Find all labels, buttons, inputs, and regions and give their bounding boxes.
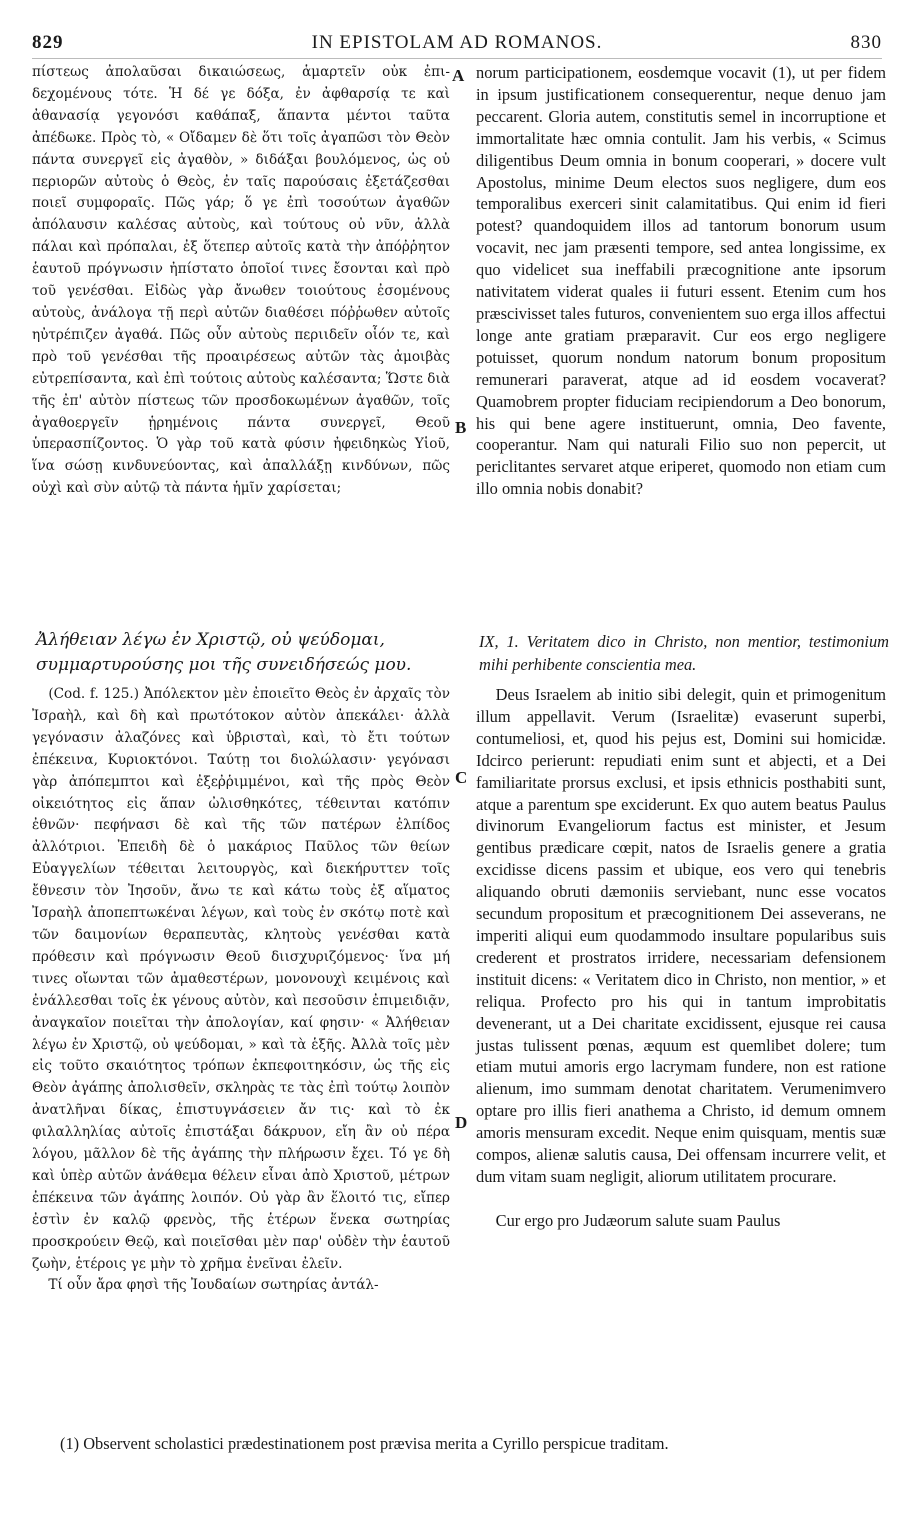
greek-last-line: Τί οὖν ἄρα φησὶ τῆς Ἰουδαίων σωτηρίας ἀντάλ- [48,1277,379,1294]
lemma-latin: IX, 1. Veritatem dico in Christo, non mentior, testimonium mihi perhibente conscientia mea. [479,632,889,674]
margin-letter-b: B [455,418,467,437]
lemma-greek: Ἀλήθειαν λέγω ἐν Χριστῷ, οὐ ψεύδομαι, συμμαρτυρούσης μοι τῆς συνειδήσεώς μου. [36,630,412,675]
running-title: IN EPISTOLAM AD ROMANOS. [311,32,603,53]
greek-commentary-bottom: (Cod. f. 125.) Ἀπόλεκτον μὲν ἐποιεῖτο Θεὸς ἐν ἀρχαῖς τὸν Ἰσραὴλ, καὶ δὴ καὶ πρωτότοκον αὐτὸν ἀπεκάλει· ἀλλὰ γεγόνασιν ἀλαζόνες καὶ ὑβρισταὶ, καὶ, τὸ ἔτι τούτων ἐπέκεινα, Κυριοκτόνοι. Ταύτῃ τοι διολώλασιν· γεγόνασι γὰρ ἀπόπεμπτοι καὶ ἐξεῤῥιμμένοι, καὶ τῆς πρὸς Θεὸν οἰκειότητος εἰς ἅπαν ὠλισθηκότες, τέθεινται κατόπιν ἐθνῶν· πεφήνασι δὲ καὶ τῆς τῶν πατέρων ἐλπίδος ἀλλότριοι. Ἐπειδὴ δὲ ὁ μακάριος Παῦλος τῶν θείων Εὐαγγελίων τέθειται λειτουργὸς, καὶ διεκήρυττεν τοῖς ἔθνεσιν τὸν Ἰησοῦν, ἄνω τε καὶ κάτω τοὺς ἐξ αἵματος Ἰσραὴλ ἀποπεπτωκέναι λέγων, καὶ τοὺς ἐν σκότῳ ποτὲ καὶ τῶν δαιμονίων θεραπευτὰς, κλητοὺς γενέσθαι κατὰ πρόθεσιν καὶ πρόγνωσιν Θεοῦ διισχυριζόμενος· ἵνα μή τινες οἴωνται τῶν ἀμαθεστέρων, μονονουχὶ κειμένοις καὶ ἐνάλλεσθαι τοῖς ἐκ γένους αὐτὸν, καὶ πεσοῦσιν ἐπιμειδιᾷν, ἀναγκαῖον ποιεῖται τὴν ἀπολογίαν, καί φησιν· « Ἀλήθειαν λέγω ἐν Χριστῷ, οὐ ψεύδομαι, » καὶ τὰ ἑξῆς. Ἀλλὰ τοῖς μὲν εἰς τοῦτο σκαιότητος τρόπων ἐκπεφοιτηκόσιν, ὡς τῆς εἰς Θεὸν ἀγάπης ἀπολισθεῖν, σκληρὰς τε τὰς ἐπὶ τούτῳ λοιπὸν ἀνατλῆναι δίκας, ἐπιστυγνάσειεν ἄν τις· καὶ τὸ ἐκ φιλαλληλίας αὐτοῖς ἐπιστάξαι δάκρυον, εἴη ἂν οὐ πέρα λόγου, μᾶλλον δὲ τῆς ἀγάπης τὴν πλήρωσιν ἔχει. Τό γε δὴ καὶ ὑπὲρ αὐτῶν ἀνάθεμα θέλειν εἶναι ἀπὸ Χριστοῦ, μέτρων ἐπέκεινα τῶν ἀγάπης λοιπόν. Οὐ γὰρ ἂν ἕλοιτό τις, εἴπερ ἐστὶν ἐν καλῷ φρενὸς, τῆς ἑτέρων ἕνεκα σωτηρίας προσκρούειν Θεῷ, καὶ ποιεῖσθαι μὲν παρ' οὐδὲν τὴν ἑαυτοῦ ζωὴν, ἑτέροις γε μὴν τὸ χρῆμα ἐνεῖναι ἐλεῖν. [32,686,450,1272]
margin-letter-a: A [452,66,465,85]
latin-column-top [476,62,886,500]
latin-column-bottom [476,684,886,1232]
greek-column-bottom [32,684,450,1297]
greek-column-top [32,62,450,500]
page-header [32,32,882,56]
latin-commentary-top: norum participationem, eosdemque vocavit (1), ut per fidem in ipsum justificationem consequerentur, neque denuo jam peccarent. Gloria autem, constitutis semel in incorruptione et immortalitate hæc omnia contulit. Jam his verbis, « Scimus diligentibus Deum omnia in bonum cooperari, » docere vult Apostolus, minime Deum electos suos negligere, dum eos temporalibus exerceri sinit calamitatibus. Qui enim id fieri potest? quandoquidem illos ad tantorum bonorum usum vocavit, nec jam præsenti tempore, sed antea longissime, ex quo videlicet sua ineffabili præcognitione ante ipsorum nativitatem viderat quales ii futuri essent. Etenim cum hos præscivisset tales futuros, convenientem suo erga illos affectui longe ante gratiam præparavit. Cur eos ergo negligere potuisset, quorum nondum natorum bonum propositum remunerari paraverat, atque ad id eosdem vocaverat? Quamobrem propter fiduciam recipiendorum a Deo bonorum, his qui bene agere instituerunt, omnia, Deo favente, cooperantur. Nam qui naturali Filio suo non pepercit, ut periclitantes servaret atque eriperet, quomodo non etiam cum illo omnia nobis donabit? [476,63,886,499]
footnote: (1) Observent scholastici prædestinationem post prævisa merita a Cyrillo perspicue traditam. [60,1434,669,1453]
latin-commentary-bottom: Deus Israelem ab initio sibi delegit, quin et primogenitum illum appellavit. Verum (Israelitæ) evaserunt superbi, contumeliosi, et, quod his pejus est, Domini sui homicidæ. Idcirco perierunt: repudiati enim sunt et abjecti, et a Dei familiaritate prorsus exclusi, et ipsis ethnicis posthabiti sunt, atque a parentum spe exciderunt. Ex quo autem beatus Paulus divinorum Evangeliorum factus est minister, et Jesum gentibus prædicare cœpit, natos de Israelis genere a gratia excidisse dicens passim et ubique, eos vero qui tenebris aliquando obruti dæmoniis serviebant, nunc esse vocatos secundum propositum et præcognitionem Dei asseverans, ne imperiti aliqui eum quodammodo insultare popularibus suis crederent et prostratos irridere, necessariam defensionem instituit dicens: « Veritatem dico in Christo, non mentior, » et reliqua. Profecto pro his qui in tantum improbitatis devenerant, ut a Dei charitate excidissent, ejusque rei causa justas tulissent pœnas, æquum est quemlibet dolere; tum etiam mutui amoris ergo lacrymam fundere, non est ratione alienum, imo summam denotat charitatem. Verumenimvero optare pro illis fieri anathema a Christo, id demum omnem amoris mensuram excedit. Neque enim quisquam, mentis suæ compos, alienæ salutis causa, Dei offensam incurrere velit, et dum vitam suam negligit, aliorum utilitatem procurare. [476,685,886,1186]
page-number-right: 830 [850,32,882,53]
margin-letter-d: D [455,1113,468,1132]
greek-commentary-top: πίστεως ἀπολαῦσαι δικαιώσεως, ἁμαρτεῖν οὐκ ἐπι-δεχομένους τότε. Ἡ δέ γε δόξα, ἐν ἀφθαρσίᾳ τε καὶ ἀθανασίᾳ γεγονόσι καθάπαξ, ἅπαντα μέντοι ταῦτα ἀπέδωκε. Πρὸς τὸ, « Οἴδαμεν δὲ ὅτι τοῖς ἀγαπῶσι τὸν Θεὸν πάντα συνεργεῖ εἰς ἀγαθὸν, » διδάξαι βουλόμενος, ὡς οὐ περιορῶν αὐτοὺς ὁ Θεὸς, ἐν ταῖς παρούσαις ἐξετάζεσθαι ποιεῖ συμφοραῖς. Πῶς γάρ; ὅ γε ἐπὶ τοσούτων ἀγαθῶν ἀπόλαυσιν καλέσας αὐτοὺς, καὶ τούτους οὐ νῦν, ἀλλὰ πάλαι καὶ πρόπαλαι, ἐξ ὅτεπερ αὐτοῖς κατὰ τὴν ἀπόῤῥητον ἑαυτοῦ πρόγνωσιν ἠπίστατο ὁποῖοί τινες ἔσονται καὶ πρὸ τοῦ γενέσθαι. Εἰδὼς γὰρ ἄνωθεν τοιούτους ἐσομένους αὐτοὺς, ἀνάλογα τῇ περὶ αὐτῶν διαθέσει πόῤῥωθεν αὐτοῖς ηὐτρέπιζεν ἀγαθά. Πῶς οὖν αὐτοὺς περιιδεῖν οἷόν τε, καὶ πρὸ τοῦ γενέσθαι τῆς προαιρέσεως αὐτῶν τὰς ἀμοιβὰς εὐτρεπίσαντα, καὶ ἐπὶ τούτοις αὐτοὺς καλέσαντα; Ὥστε διὰ τῆς ἐπ' αὐτὸν πίστεως τῶν προσδοκωμένων ἀγαθῶν, τοῖς ἀγαθοεργεῖν ᾑρημένοις πάντα συνεργεῖ, Θεοῦ ὑπερασπίζοντος. Ὁ γὰρ τοῦ κατὰ φύσιν ἠφειδηκὼς Υἱοῦ, ἵνα σώσῃ κινδυνεύοντας, καὶ ἀπαλλάξῃ κινδύνων, πῶς οὐχὶ καὶ σὺν αὐτῷ τὰ πάντα ἡμῖν χαρίσεται; [32,64,450,497]
page-number-left: 829 [32,32,64,53]
header-rule [32,58,882,59]
latin-last-line: Cur ergo pro Judæorum salute suam Paulus [495,1210,781,1230]
margin-letter-c: C [455,768,468,787]
